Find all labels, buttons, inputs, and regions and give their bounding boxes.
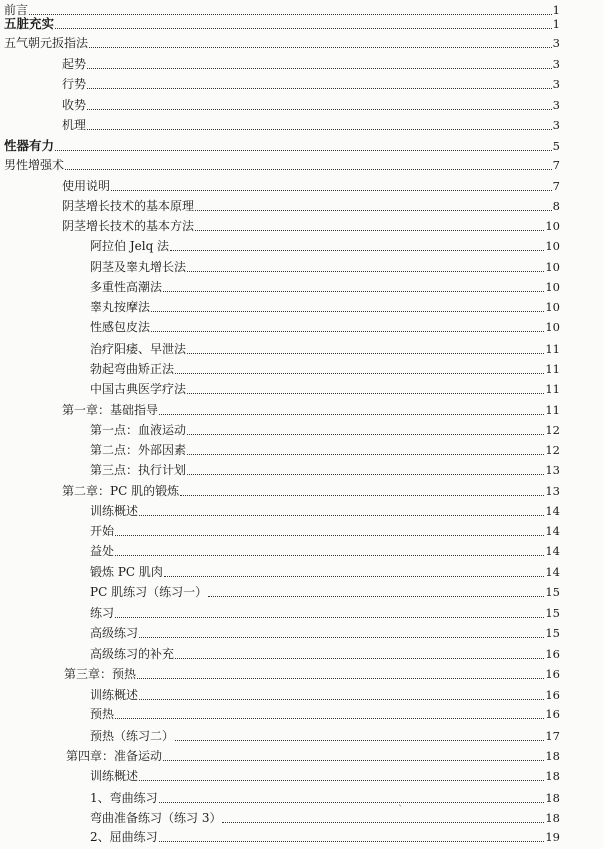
toc-entry-title: 第三点：执行计划 [90,463,187,477]
dot-leader [208,595,544,597]
toc-page-number: 14 [545,544,560,558]
toc-page-number: 14 [545,504,560,518]
dot-leader [115,554,544,556]
toc-entry-title: 五气朝元扳指法 [4,36,89,50]
scan-mark: ` [398,805,403,816]
toc-entry [90,521,560,541]
toc-entry [90,297,560,317]
toc-page-number: 13 [545,484,560,498]
toc-page-number: 10 [545,280,560,294]
toc-page-number: 15 [545,585,560,599]
dot-leader [139,514,544,516]
toc-entry-title: 训练概述 [90,688,139,702]
toc-entry [90,623,560,643]
toc-entry [62,74,560,94]
toc-entry [90,257,560,277]
toc-entry [90,603,560,623]
toc-page-number: 17 [545,729,560,743]
toc-entry [66,746,560,766]
dot-leader [89,46,552,48]
toc-entry [90,562,560,582]
dot-leader [175,372,544,374]
toc-entry [62,115,560,135]
toc-page-number: 16 [545,647,560,661]
toc-page-number: 18 [545,769,560,783]
dot-leader [87,67,552,69]
toc-entry [4,33,560,53]
toc-page-number: 15 [545,626,560,640]
toc-entry [4,155,560,175]
toc-page-number: 7 [552,158,560,172]
toc-entry-title: 训练概述 [90,769,139,783]
toc-page-number: 10 [545,320,560,334]
dot-leader [65,168,552,170]
dot-leader [163,290,544,292]
toc-entry-title: 阴茎增长技术的基本方法 [62,219,195,233]
toc-page-number: 1 [552,3,560,17]
toc-entry-title: 练习 [90,606,115,620]
toc-entry-title: 第一点：血液运动 [90,423,187,437]
dot-leader [187,453,544,455]
toc-page-number: 3 [552,57,560,71]
toc-entry-title: 睾丸按摩法 [90,300,151,314]
toc-page-number: 16 [545,707,560,721]
toc-entry-title: 益处 [90,544,115,558]
toc-entry-title: 预热 [90,707,115,721]
toc-entry [62,216,560,236]
dot-leader [187,352,544,354]
toc-entry-title: 2、屈曲练习 [90,830,158,844]
toc-page-number: 19 [545,830,560,844]
toc-entry-title: 多重性高潮法 [90,280,163,294]
toc-page-number: 11 [545,382,560,396]
toc-entry [62,196,560,216]
toc-entry-title: 锻炼 PC 肌肉 [90,565,163,579]
toc-page-number: 12 [545,443,560,457]
toc-page-number: 11 [545,403,560,417]
toc-entry [90,460,560,480]
dot-leader [139,698,544,700]
toc-page-number: 3 [552,36,560,50]
dot-leader [187,433,544,435]
dot-leader [55,27,552,29]
toc-entry-title: 前言 [4,3,29,17]
toc-entry-title: 行势 [62,77,87,91]
dot-leader [187,270,544,272]
dot-leader [164,575,544,577]
dot-leader [87,128,552,130]
toc-entry [90,420,560,440]
toc-entry [90,277,560,297]
toc-entry [90,827,560,847]
dot-leader [115,616,544,618]
toc-entry [64,664,560,684]
toc-section-heading [4,136,560,156]
toc-entry [90,379,560,399]
dot-leader [55,149,552,151]
toc-entry-title: 第一章：基础指导 [62,403,159,417]
toc-page-number: 3 [552,118,560,132]
toc-page-number: 16 [545,667,560,681]
toc-page-number: 10 [545,260,560,274]
dot-leader [137,677,544,679]
toc-entry [90,501,560,521]
toc-entry-title: 中国古典医学疗法 [90,382,187,396]
toc-page-number: 12 [545,423,560,437]
toc-entry [90,788,560,808]
toc-entry-title: 第四章：准备运动 [66,749,163,763]
toc-entry-title: 五脏充实 [4,16,55,31]
toc-page-number: 11 [545,362,560,376]
dot-leader [170,249,544,251]
dot-leader [175,657,544,659]
toc-page-number: 18 [545,791,560,805]
toc-entry-title: 第三章：预热 [64,667,137,681]
toc-entry [90,808,560,828]
toc-page-number: 16 [545,688,560,702]
toc-entry-title: 第二章：PC 肌的锻炼 [62,484,180,498]
toc-entry-title: 阴茎及睾丸增长法 [90,260,187,274]
toc-page-number: 8 [552,199,560,213]
toc-entry-title: 收势 [62,98,87,112]
toc-entry-title: 阴茎增长技术的基本原理 [62,199,195,213]
toc-entry [90,726,560,746]
toc-page-number: 1 [552,17,560,31]
toc-entry-title: 勃起弯曲矫正法 [90,362,175,376]
toc-page-number: 10 [545,219,560,233]
dot-leader [187,392,544,394]
dot-leader [187,473,544,475]
toc-entry [62,400,560,420]
toc-entry [90,704,560,724]
dot-leader [195,209,552,211]
toc-entry-title: 1、弯曲练习 [90,791,158,805]
dot-leader [87,108,552,110]
dot-leader [111,189,552,191]
dot-leader [163,759,544,761]
toc-entry-title: 弯曲准备练习（练习 3） [90,811,222,825]
toc-page-number: 18 [545,749,560,763]
dot-leader [175,739,544,741]
toc-entry-title: 性感包皮法 [90,320,151,334]
toc-entry-title: 开始 [90,524,115,538]
toc-entry [90,644,560,664]
toc-entry-title: 治疗阳痿、早泄法 [90,342,187,356]
dot-leader [159,801,545,803]
toc-entry [90,339,560,359]
dot-leader [222,821,544,823]
toc-entry [62,95,560,115]
toc-page-number: 15 [545,606,560,620]
dot-leader [151,330,544,332]
toc-entry-title: 起势 [62,57,87,71]
dot-leader [151,310,544,312]
toc-entry [90,541,560,561]
dot-leader [195,229,544,231]
toc-entry-title: 机理 [62,118,87,132]
dot-leader [115,717,544,719]
toc-entry [90,236,560,256]
toc-page-number: 3 [552,77,560,91]
toc-page-number: 5 [552,139,560,153]
dot-leader [115,534,544,536]
toc-entry [90,317,560,337]
toc-entry [62,54,560,74]
toc-page-number: 18 [545,811,560,825]
toc-page-number: 7 [552,179,560,193]
toc-entry-title: 训练概述 [90,504,139,518]
dot-leader [139,636,544,638]
dot-leader [180,494,544,496]
dot-leader [159,840,545,842]
toc-entry [90,766,560,786]
toc-page-number: 10 [545,239,560,253]
dot-leader [139,779,544,781]
toc-entry [62,481,560,501]
toc-entry [90,359,560,379]
toc-entry [62,176,560,196]
toc-entry-title: 使用说明 [62,179,111,193]
toc-entry-title: 预热（练习二） [90,729,175,743]
toc-page-number: 13 [545,463,560,477]
toc-page-number: 14 [545,565,560,579]
toc-entry-title: PC 肌练习（练习一） [90,585,208,599]
toc-entry-title: 第二点：外部因素 [90,443,187,457]
toc-page-number: 10 [545,300,560,314]
toc-entry-title: 阿拉伯 Jelq 法 [90,239,170,253]
toc-entry-title: 高级练习 [90,626,139,640]
toc-entry-title: 高级练习的补充 [90,647,175,661]
toc-entry-title: 男性增强术 [4,158,65,172]
toc-entry [90,440,560,460]
toc-section-heading [4,14,560,34]
toc-page-number: 11 [545,342,560,356]
toc-entry [90,582,560,602]
toc-page-number: 14 [545,524,560,538]
toc-page-number: 3 [552,98,560,112]
dot-leader [159,413,544,415]
toc-entry-title: 性器有力 [4,138,55,153]
toc-entry [90,685,560,705]
dot-leader [87,87,552,89]
